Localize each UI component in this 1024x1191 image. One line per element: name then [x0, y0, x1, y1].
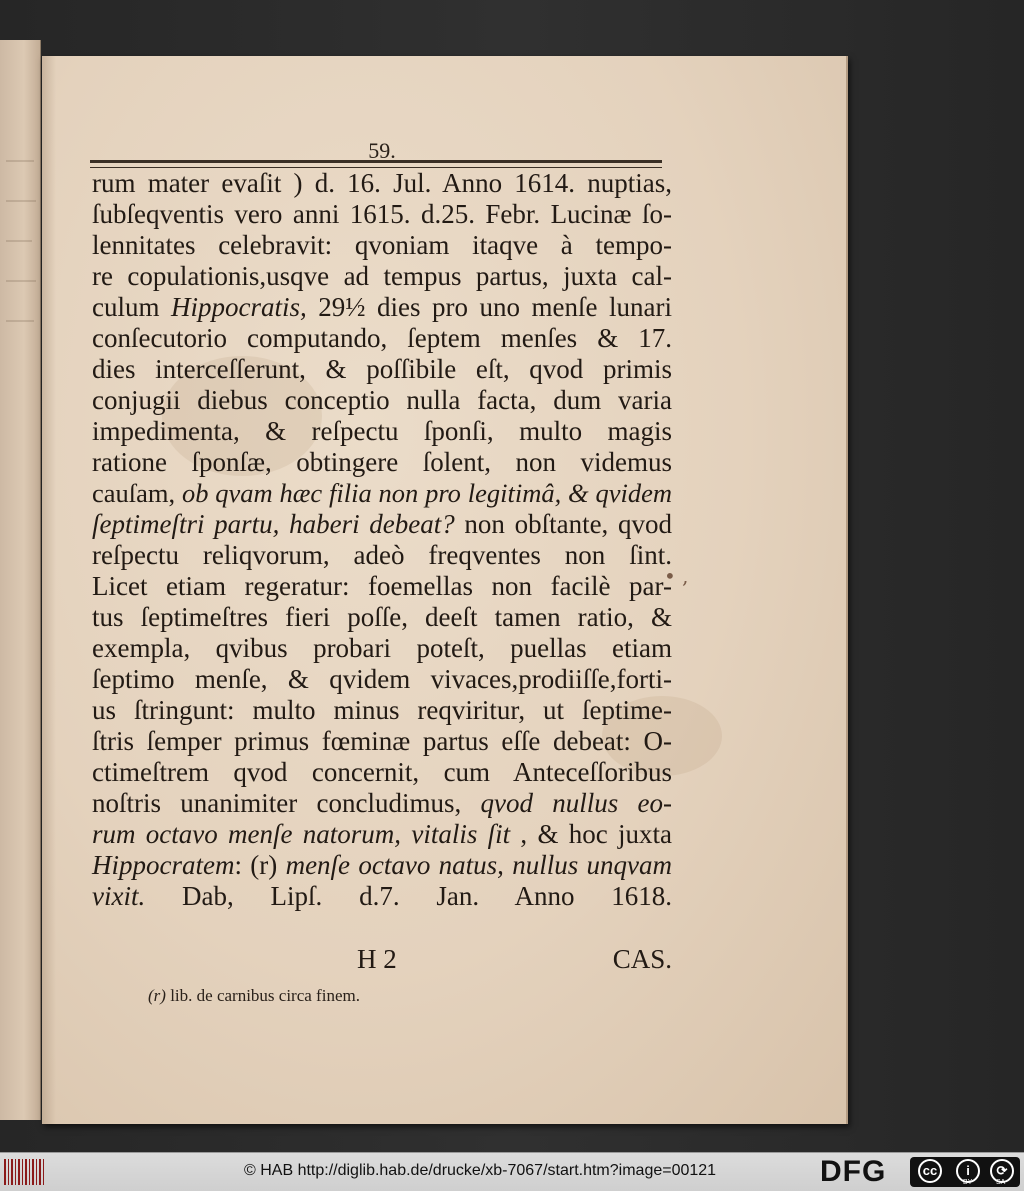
text-run: vixit. [92, 881, 146, 911]
text-line [92, 850, 672, 881]
text-run: culum [92, 292, 171, 322]
text-line [92, 509, 672, 540]
text-run: rum octavo menſe natorum, vitalis ſit [92, 819, 511, 849]
text-line [92, 664, 672, 695]
text-run: lennitates celebravit: qvoniam itaqve à tempo- [92, 230, 672, 260]
text-run: non obſtante, qvod [454, 509, 672, 539]
text-line [92, 230, 672, 261]
body-text [92, 168, 672, 912]
text-line [92, 602, 672, 633]
text-run: noſtris unanimiter concludimus, [92, 788, 481, 818]
license-by-label: BY [963, 1179, 973, 1186]
text-line [92, 633, 672, 664]
text-run: re copulationis,usqve ad tempus partus, juxta cal- [92, 261, 672, 291]
header-rule [90, 160, 662, 168]
text-line [92, 757, 672, 788]
text-line [92, 726, 672, 757]
footnote-text: lib. de carnibus circa finem. [165, 986, 360, 1005]
text-run: menſe octavo natus, nullus unqvam [285, 850, 672, 880]
text-line [92, 199, 672, 230]
text-run: exempla, qvibus probari poteſt, puellas etiam [92, 633, 672, 663]
previous-page-edge [0, 40, 41, 1120]
text-line [92, 292, 672, 323]
text-line [92, 416, 672, 447]
dfg-logo[interactable]: DFG [820, 1155, 887, 1188]
text-run: : (r) [234, 850, 286, 880]
text-line [92, 478, 672, 509]
copyright-credit[interactable]: © HAB http://diglib.hab.de/drucke/xb-7067/start.htm?image=00121 [244, 1162, 717, 1179]
text-run: Dab, Lipſ. d.7. Jan. Anno 1618. [145, 881, 672, 911]
footnote [148, 986, 360, 1006]
text-line [92, 168, 672, 199]
signature-mark: H 2 [357, 944, 397, 974]
text-run: Hippocratis, [171, 292, 307, 322]
text-run: conjugii diebus conceptio nulla facta, dum varia [92, 385, 672, 415]
text-run: impedimenta, & reſpectu ſponſi, multo magis [92, 416, 672, 446]
signature-row [92, 944, 672, 976]
text-line [92, 695, 672, 726]
text-run: Hippocratem [92, 850, 235, 880]
catchword: CAS. [612, 944, 672, 974]
text-line [92, 540, 672, 571]
text-run: ratione ſponſæ, obtingere ſolent, non videmus [92, 447, 672, 477]
text-run: Licet etiam regeratur: foemellas non facilè par- [92, 571, 672, 601]
text-line [92, 819, 672, 850]
text-line [92, 385, 672, 416]
share-alike-icon: ⟳ [990, 1159, 1014, 1183]
text-run: ſtris ſemper primus fœminæ partus eſſe debeat: O- [92, 726, 672, 756]
text-run: ſeptimeſtri partu, haberi debeat? [92, 509, 455, 539]
library-barcode-icon [4, 1159, 44, 1185]
text-run: rum mater evaſit ) d. 16. Jul. Anno 1614. nuptias, [92, 168, 672, 198]
text-run: ſubſeqventis vero anni 1615. d.25. Febr. Lucinæ ſo- [92, 199, 672, 229]
text-run: tus ſeptimeſtres fieri poſſe, deeſt tamen ratio, & [92, 602, 672, 632]
text-run: us ſtringunt: multo minus reqviritur, ut ſeptime- [92, 695, 672, 725]
footer-bar [0, 1152, 1024, 1191]
text-run: ctimeſtrem qvod concernit, cum Anteceſſoribus [92, 757, 672, 787]
license-sa-label: SA [996, 1179, 1006, 1186]
text-run: ob qvam hæc filia non pro legitimâ, & qvidem [181, 478, 673, 508]
text-run: conſecutorio computando, ſeptem menſes & 17. [92, 323, 672, 353]
text-run: , & hoc juxta [510, 819, 673, 849]
cc-license-badge[interactable] [910, 1157, 1020, 1187]
text-line [92, 571, 672, 602]
text-line [92, 323, 672, 354]
book-page-scan [42, 56, 848, 1124]
text-line [92, 447, 672, 478]
attribution-icon: i [956, 1159, 980, 1183]
text-run: qvod nullus eo- [480, 788, 672, 818]
text-line [92, 881, 672, 912]
text-run: dies interceſſerunt, & poſſibile eſt, qvod primis [92, 354, 672, 384]
page-number: 59. [368, 138, 396, 163]
text-line [92, 261, 672, 292]
footnote-marker: (r) [148, 986, 166, 1005]
text-run: ſeptimo menſe, & qvidem vivaces,prodiiſſe,forti- [92, 664, 672, 694]
text-run: cauſam, [92, 478, 182, 508]
text-run: reſpectu reliqvorum, adeò freqventes non ſint. [92, 540, 672, 570]
text-line [92, 788, 672, 819]
text-run: 29½ dies pro uno menſe lunari [306, 292, 672, 322]
margin-mark: • , [664, 564, 689, 588]
text-line [92, 354, 672, 385]
cc-icon: cc [918, 1159, 942, 1183]
